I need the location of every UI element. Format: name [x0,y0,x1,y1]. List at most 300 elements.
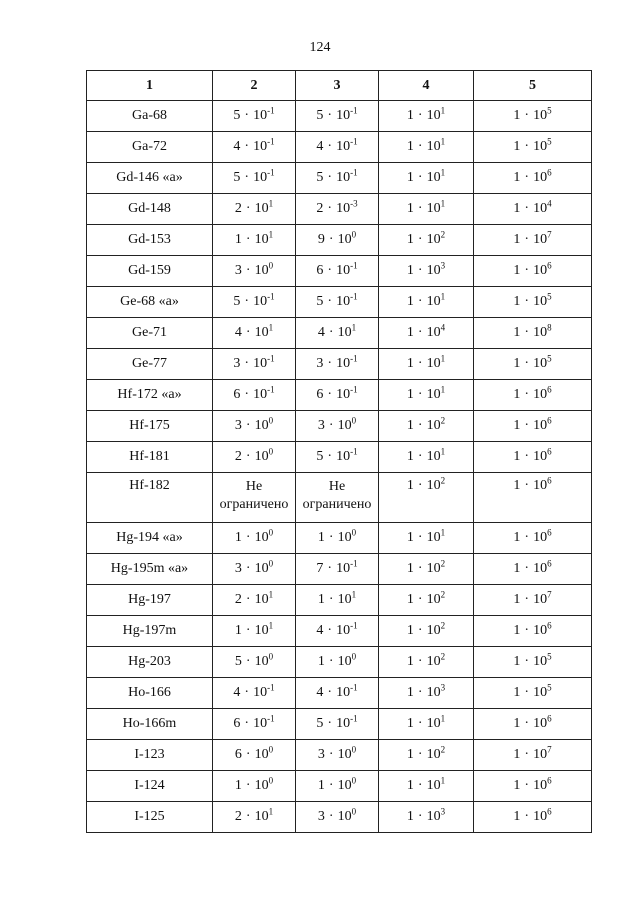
mantissa: 1 [513,778,521,793]
value-cell: $4 \cdot 10^{-1}$ [296,678,379,709]
header-col-3: 3 [296,71,379,101]
exponent: 0 [351,806,357,817]
nuclide-name: Ge-71 [87,318,213,349]
value-cell: $5 \cdot 10^{-1}$ [296,163,379,194]
table-row [87,740,592,771]
value-cell: $1 \cdot 10^6$ [474,411,592,442]
mantissa: 5 [234,654,242,669]
table-row [87,585,592,616]
mantissa: 2 [234,592,242,607]
value-cell: $9 \cdot 10^0$ [296,225,379,256]
table-row [87,101,592,132]
value-cell: $1 \cdot 10^1$ [379,523,474,554]
exponent: -1 [267,167,275,178]
exponent: 5 [547,651,552,662]
value-cell: $1 \cdot 10^2$ [379,647,474,678]
mantissa: 1 [513,263,521,278]
nuclide-name: I-123 [87,740,213,771]
table-row [87,709,592,740]
exponent: 0 [268,446,274,457]
nuclide-name: Gd-146 «а» [87,163,213,194]
mantissa: 3 [233,356,241,371]
value-cell: $2 \cdot 10^{-3}$ [296,194,379,225]
mantissa: 1 [234,778,242,793]
value-cell: $2 \cdot 10^1$ [213,585,296,616]
value-cell: $1 \cdot 10^7$ [474,740,592,771]
value-cell: $4 \cdot 10^1$ [296,318,379,349]
mantissa: 6 [233,387,241,402]
mantissa: 1 [513,623,521,638]
exponent: 0 [268,527,274,538]
mantissa: 1 [406,356,414,371]
value-cell: $2 \cdot 10^0$ [213,442,296,473]
value-cell-text: Не ограничено [296,473,379,523]
value-cell: $7 \cdot 10^{-1}$ [296,554,379,585]
value-cell: $1 \cdot 10^1$ [379,132,474,163]
value-cell: $1 \cdot 10^1$ [379,380,474,411]
exponent: -1 [350,558,358,569]
nuclide-name: Hf-181 [87,442,213,473]
mantissa: 4 [316,685,324,700]
value-cell: $1 \cdot 10^5$ [474,101,592,132]
value-cell: $1 \cdot 10^6$ [474,802,592,833]
value-cell: $4 \cdot 10^{-1}$ [296,616,379,647]
nuclide-name: I-125 [87,802,213,833]
exponent: 0 [351,229,357,240]
mantissa: 1 [513,325,521,340]
mantissa: 1 [513,232,521,247]
exponent: 3 [440,260,446,271]
value-cell: $2 \cdot 10^1$ [213,194,296,225]
exponent: 4 [547,198,552,209]
nuclide-name: Gd-148 [87,194,213,225]
value-cell: $6 \cdot 10^0$ [213,740,296,771]
mantissa: 3 [317,747,325,762]
value-cell: $1 \cdot 10^1$ [379,349,474,380]
value-cell: $1 \cdot 10^5$ [474,678,592,709]
exponent: -1 [350,713,358,724]
mantissa: 3 [234,418,242,433]
mantissa: 1 [317,530,325,545]
mantissa: 1 [513,139,521,154]
exponent: 2 [440,475,446,486]
value-cell: $1 \cdot 10^0$ [296,771,379,802]
mantissa: 1 [234,232,242,247]
exponent: 1 [440,527,446,538]
mantissa: 1 [513,108,521,123]
mantissa: 2 [234,449,242,464]
value-cell: $3 \cdot 10^0$ [213,554,296,585]
table-row [87,771,592,802]
mantissa: 5 [233,170,241,185]
nuclide-name: Gd-153 [87,225,213,256]
table-row [87,318,592,349]
mantissa: 6 [234,747,242,762]
exponent: 6 [547,415,552,426]
mantissa: 1 [406,418,414,433]
exponent: 2 [440,620,446,631]
nuclide-name: Hg-197 [87,585,213,616]
table-row [87,380,592,411]
exponent: 2 [440,415,446,426]
value-cell: $3 \cdot 10^0$ [296,802,379,833]
mantissa: 1 [317,778,325,793]
exponent: 2 [440,589,446,600]
header-col-1: 1 [87,71,213,101]
exponent: 1 [440,136,446,147]
mantissa: 1 [406,263,414,278]
mantissa: 1 [513,561,521,576]
value-cell: $1 \cdot 10^2$ [379,740,474,771]
mantissa: 6 [316,387,324,402]
exponent: 1 [440,384,446,395]
mantissa: 1 [406,561,414,576]
mantissa: 9 [317,232,325,247]
exponent: 1 [440,775,446,786]
mantissa: 5 [316,170,324,185]
exponent: -1 [350,682,358,693]
table-row [87,802,592,833]
nuclide-name: Ho-166m [87,709,213,740]
mantissa: 7 [316,561,324,576]
table-row [87,616,592,647]
exponent: 2 [440,229,446,240]
exponent: 1 [440,353,446,364]
mantissa: 5 [316,108,324,123]
exponent: 1 [268,229,274,240]
mantissa: 1 [513,294,521,309]
value-cell: $5 \cdot 10^{-1}$ [213,287,296,318]
mantissa: 1 [406,654,414,669]
mantissa: 1 [406,201,414,216]
mantissa: 2 [316,201,324,216]
value-cell: $3 \cdot 10^{-1}$ [296,349,379,380]
value-cell: $1 \cdot 10^1$ [379,442,474,473]
mantissa: 5 [233,294,241,309]
value-cell: $1 \cdot 10^1$ [379,771,474,802]
value-cell: $1 \cdot 10^3$ [379,678,474,709]
exponent: 5 [547,682,552,693]
mantissa: 5 [316,294,324,309]
mantissa: 3 [234,561,242,576]
value-cell: $1 \cdot 10^3$ [379,802,474,833]
value-cell: $1 \cdot 10^6$ [474,442,592,473]
table-row [87,411,592,442]
value-cell: $3 \cdot 10^0$ [213,411,296,442]
mantissa: 1 [406,108,414,123]
nuclide-name: Ge-77 [87,349,213,380]
value-cell: $1 \cdot 10^7$ [474,585,592,616]
mantissa: 1 [406,232,414,247]
exponent: 5 [547,136,552,147]
value-cell: $6 \cdot 10^{-1}$ [213,380,296,411]
exponent: 1 [440,198,446,209]
value-cell: $1 \cdot 10^8$ [474,318,592,349]
exponent: 0 [268,651,274,662]
exponent: 7 [547,589,552,600]
exponent: 1 [351,589,357,600]
value-cell: $5 \cdot 10^{-1}$ [296,709,379,740]
mantissa: 1 [406,809,414,824]
nuclide-name: Ga-72 [87,132,213,163]
exponent: 5 [547,353,552,364]
value-cell: $1 \cdot 10^0$ [213,523,296,554]
table-row [87,287,592,318]
value-cell: $1 \cdot 10^2$ [379,554,474,585]
nuclide-name: Gd-159 [87,256,213,287]
value-cell: $4 \cdot 10^{-1}$ [213,132,296,163]
exponent: -1 [350,620,358,631]
mantissa: 1 [406,778,414,793]
exponent: 0 [351,415,357,426]
value-cell-text: Не ограничено [213,473,296,523]
value-cell: $1 \cdot 10^0$ [213,771,296,802]
value-cell: $6 \cdot 10^{-1}$ [296,256,379,287]
value-cell: $1 \cdot 10^0$ [296,523,379,554]
mantissa: 1 [513,592,521,607]
exponent: 0 [351,775,357,786]
exponent: 1 [268,620,274,631]
value-cell: $1 \cdot 10^6$ [474,554,592,585]
value-cell: $5 \cdot 10^{-1}$ [296,442,379,473]
value-cell: $1 \cdot 10^1$ [379,163,474,194]
nuclide-name: Ge-68 «а» [87,287,213,318]
table-row [87,132,592,163]
mantissa: 5 [316,716,324,731]
exponent: 1 [440,446,446,457]
exponent: 1 [440,291,446,302]
exponent: 6 [547,446,552,457]
exponent: 6 [547,806,552,817]
mantissa: 1 [234,623,242,638]
exponent: -1 [267,384,275,395]
mantissa: 2 [234,809,242,824]
mantissa: 1 [513,356,521,371]
nuclide-name: I-124 [87,771,213,802]
exponent: 6 [547,620,552,631]
value-cell: $1 \cdot 10^1$ [379,709,474,740]
mantissa: 1 [317,654,325,669]
table-row [87,647,592,678]
exponent: -1 [267,291,275,302]
value-cell: $1 \cdot 10^2$ [379,473,474,523]
value-cell: $1 \cdot 10^6$ [474,256,592,287]
mantissa: 1 [406,747,414,762]
value-cell: $1 \cdot 10^2$ [379,585,474,616]
exponent: 0 [351,527,357,538]
value-cell: $3 \cdot 10^0$ [213,256,296,287]
table-body [87,101,592,833]
exponent: -1 [350,446,358,457]
nuclide-name: Ga-68 [87,101,213,132]
value-cell: $1 \cdot 10^6$ [474,380,592,411]
exponent: 6 [547,775,552,786]
header-col-4: 4 [379,71,474,101]
value-cell: $1 \cdot 10^5$ [474,647,592,678]
value-cell: $1 \cdot 10^1$ [379,287,474,318]
exponent: 1 [268,806,274,817]
mantissa: 1 [406,387,414,402]
value-cell: $1 \cdot 10^2$ [379,411,474,442]
exponent: 0 [351,744,357,755]
exponent: 7 [547,744,552,755]
exponent: 0 [351,651,357,662]
exponent: 1 [440,713,446,724]
exponent: 0 [268,744,274,755]
value-cell: $1 \cdot 10^5$ [474,287,592,318]
mantissa: 1 [406,325,414,340]
value-cell: $1 \cdot 10^6$ [474,771,592,802]
nuclide-name: Hf-182 [87,473,213,523]
value-cell: $1 \cdot 10^1$ [296,585,379,616]
exponent: -1 [350,167,358,178]
mantissa: 1 [513,654,521,669]
value-cell: $1 \cdot 10^1$ [379,194,474,225]
mantissa: 3 [317,418,325,433]
value-cell: $1 \cdot 10^4$ [474,194,592,225]
exponent: 1 [268,589,274,600]
header-col-5: 5 [474,71,592,101]
exponent: -1 [267,713,275,724]
table-row [87,554,592,585]
exponent: 3 [440,682,446,693]
value-cell: $1 \cdot 10^6$ [474,616,592,647]
value-cell: $6 \cdot 10^{-1}$ [296,380,379,411]
value-cell: $1 \cdot 10^6$ [474,473,592,523]
value-cell: $1 \cdot 10^2$ [379,225,474,256]
value-cell: $6 \cdot 10^{-1}$ [213,709,296,740]
value-cell: $1 \cdot 10^4$ [379,318,474,349]
exponent: 1 [351,322,357,333]
mantissa: 1 [406,170,414,185]
value-cell: $1 \cdot 10^1$ [213,616,296,647]
mantissa: 1 [317,592,325,607]
value-cell: $5 \cdot 10^{-1}$ [213,163,296,194]
nuclide-name: Hf-175 [87,411,213,442]
exponent: 1 [268,198,274,209]
mantissa: 3 [317,809,325,824]
value-cell: $3 \cdot 10^{-1}$ [213,349,296,380]
exponent: 0 [268,260,274,271]
mantissa: 1 [513,478,521,493]
value-cell: $4 \cdot 10^{-1}$ [213,678,296,709]
exponent: 6 [547,384,552,395]
table-row [87,256,592,287]
exponent: -1 [350,260,358,271]
value-cell: $3 \cdot 10^0$ [296,740,379,771]
mantissa: 6 [316,263,324,278]
exponent: 5 [547,105,552,116]
exponent: 0 [268,775,274,786]
table-row [87,442,592,473]
mantissa: 1 [406,139,414,154]
exponent: -1 [267,682,275,693]
value-cell: $1 \cdot 10^2$ [379,616,474,647]
mantissa: 1 [513,387,521,402]
exponent: -1 [267,136,275,147]
value-cell: $1 \cdot 10^0$ [296,647,379,678]
exponent: 0 [268,558,274,569]
value-cell: $1 \cdot 10^6$ [474,523,592,554]
exponent: 1 [268,322,274,333]
nuclide-name: Hg-195m «а» [87,554,213,585]
mantissa: 1 [406,294,414,309]
mantissa: 1 [513,201,521,216]
table-header-row [87,71,592,101]
mantissa: 1 [513,809,521,824]
value-cell: $3 \cdot 10^0$ [296,411,379,442]
value-cell: $4 \cdot 10^{-1}$ [296,132,379,163]
value-cell: $1 \cdot 10^6$ [474,163,592,194]
table-row [87,225,592,256]
radionuclide-table [86,70,592,833]
table-row [87,349,592,380]
exponent: 2 [440,744,446,755]
mantissa: 1 [406,478,414,493]
mantissa: 4 [233,139,241,154]
exponent: 0 [268,415,274,426]
mantissa: 2 [234,201,242,216]
mantissa: 1 [406,530,414,545]
exponent: -1 [350,384,358,395]
nuclide-name: Ho-166 [87,678,213,709]
mantissa: 1 [406,623,414,638]
mantissa: 1 [406,592,414,607]
exponent: 6 [547,558,552,569]
exponent: 2 [440,651,446,662]
exponent: 1 [440,105,446,116]
exponent: 6 [547,713,552,724]
value-cell: $1 \cdot 10^5$ [474,349,592,380]
mantissa: 1 [513,685,521,700]
mantissa: 3 [316,356,324,371]
mantissa: 1 [513,449,521,464]
exponent: 2 [440,558,446,569]
exponent: 8 [547,322,552,333]
exponent: -1 [350,291,358,302]
mantissa: 3 [234,263,242,278]
mantissa: 1 [513,418,521,433]
exponent: 4 [440,322,446,333]
mantissa: 4 [317,325,325,340]
value-cell: $5 \cdot 10^{-1}$ [296,101,379,132]
mantissa: 5 [233,108,241,123]
exponent: 6 [547,260,552,271]
mantissa: 1 [513,747,521,762]
mantissa: 1 [513,530,521,545]
value-cell: $1 \cdot 10^1$ [379,101,474,132]
exponent: 7 [547,229,552,240]
page-number: 124 [309,40,331,55]
value-cell: $2 \cdot 10^1$ [213,802,296,833]
exponent: -1 [267,105,275,116]
exponent: -1 [350,105,358,116]
mantissa: 1 [406,685,414,700]
mantissa: 5 [316,449,324,464]
value-cell: $5 \cdot 10^{-1}$ [213,101,296,132]
header-col-2: 2 [213,71,296,101]
value-cell: $1 \cdot 10^6$ [474,709,592,740]
table-row [87,473,592,523]
mantissa: 1 [406,716,414,731]
exponent: 6 [547,527,552,538]
table-row [87,678,592,709]
value-cell: $4 \cdot 10^1$ [213,318,296,349]
exponent: 6 [547,475,552,486]
exponent: 3 [440,806,446,817]
mantissa: 4 [316,139,324,154]
mantissa: 4 [234,325,242,340]
